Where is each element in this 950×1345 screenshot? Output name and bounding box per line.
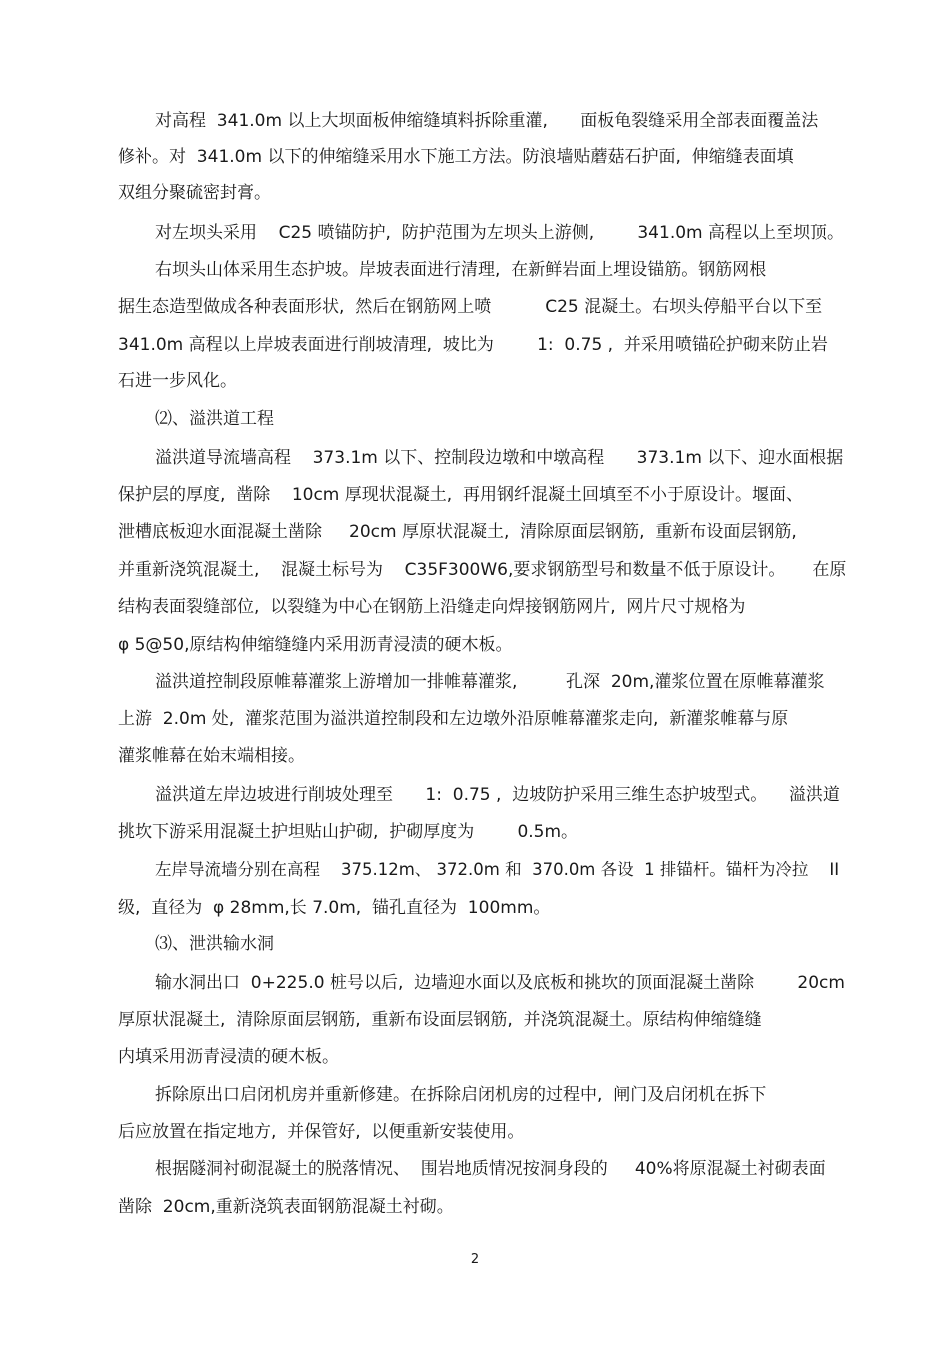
section-heading: ⑵、溢洪道工程 [155, 409, 274, 429]
section-heading: ⑶、泄洪输水洞 [155, 934, 274, 954]
text-line: 后应放置在指定地方, 并保管好, 以便重新安装使用。 [118, 1122, 525, 1142]
text-line: 石进一步风化。 [118, 371, 237, 391]
text-line: 挑坎下游采用混凝土护坦贴山护砌, 护砌厚度为 0.5m。 [118, 822, 579, 842]
text-line: 根据隧洞衬砌混凝土的脱落情况、 围岩地质情况按洞身段的 40%将原混凝土衬砌表面 [155, 1159, 826, 1179]
text-line: 灌浆帷幕在始末端相接。 [118, 746, 305, 766]
text-line: 拆除原出口启闭机房并重新修建。在拆除启闭机房的过程中, 闸门及启闭机在拆下 [155, 1085, 767, 1105]
text-line: 泄槽底板迎水面混凝土凿除 20cm 厚原状混凝土, 清除原面层钢筋, 重新布设面层钢筋, [118, 522, 797, 542]
text-line: 341.0m 高程以上岸坡表面进行削坡清理, 坡比为 1: 0.75 , 并采用喷锚砼护砌来防止岩 [118, 335, 828, 355]
text-line: 并重新浇筑混凝土, 混凝土标号为 C35F300W6,要求钢筋型号和数量不低于原设计。 在原 [118, 560, 847, 580]
text-line: 溢洪道导流墙高程 373.1m 以下、控制段边墩和中墩高程 373.1m 以下、迎水面根据 [155, 448, 844, 468]
text-line: 保护层的厚度, 凿除 10cm 厚现状混凝土, 再用钢纤混凝土回填至不小于原设计。堰面、 [118, 485, 803, 505]
text-line: 级, 直径为 φ 28mm,长 7.0m, 锚孔直径为 100mm。 [118, 898, 551, 918]
text-line: 输水洞出口 0+225.0 桩号以后, 边墙迎水面以及底板和挑坎的顶面混凝土凿除 20cm [155, 973, 845, 993]
text-line: 据生态造型做成各种表面形状, 然后在钢筋网上喷 C25 混凝土。右坝头停船平台以下至 [118, 297, 823, 317]
text-line: 左岸导流墙分别在高程 375.12m、 372.0m 和 370.0m 各设 1 排锚杆。锚杆为冷拉 II [155, 860, 840, 879]
text-line: 厚原状混凝土, 清除原面层钢筋, 重新布设面层钢筋, 并浇筑混凝土。原结构伸缩缝缝 [118, 1010, 762, 1030]
text-line: 右坝头山体采用生态护坡。岸坡表面进行清理, 在新鲜岩面上埋设锚筋。钢筋网根 [155, 260, 767, 280]
text-line: 凿除 20cm,重新浇筑表面钢筋混凝土衬砌。 [118, 1197, 454, 1217]
text-line: 溢洪道控制段原帷幕灌浆上游增加一排帷幕灌浆, 孔深 20m,灌浆位置在原帷幕灌浆 [155, 672, 825, 692]
text-line: 溢洪道左岸边坡进行削坡处理至 1: 0.75 , 边坡防护采用三维生态护坡型式。 溢洪道 [155, 785, 840, 805]
text-line: 双组分聚硫密封膏。 [118, 183, 271, 203]
text-line: φ 5@50,原结构伸缩缝缝内采用沥青浸渍的硬木板。 [118, 635, 513, 655]
text-line: 对左坝头采用 C25 喷锚防护, 防护范围为左坝头上游侧, 341.0m 高程以上至坝顶。 [155, 223, 844, 243]
text-line: 结构表面裂缝部位, 以裂缝为中心在钢筋上沿缝走向焊接钢筋网片, 网片尺寸规格为 [118, 597, 746, 617]
page-number: 2 [470, 1252, 480, 1267]
text-line: 对高程 341.0m 以上大坝面板伸缩缝填料拆除重灌, 面板龟裂缝采用全部表面覆盖法 [155, 111, 819, 131]
text-line: 修补。对 341.0m 以下的伸缩缝采用水下施工方法。防浪墙贴蘑菇石护面, 伸缩缝表面填 [118, 147, 794, 167]
text-line: 内填采用沥青浸渍的硬木板。 [118, 1047, 339, 1067]
text-line: 上游 2.0m 处, 灌浆范围为溢洪道控制段和左边墩外沿原帷幕灌浆走向, 新灌浆帷幕与原 [118, 709, 789, 729]
